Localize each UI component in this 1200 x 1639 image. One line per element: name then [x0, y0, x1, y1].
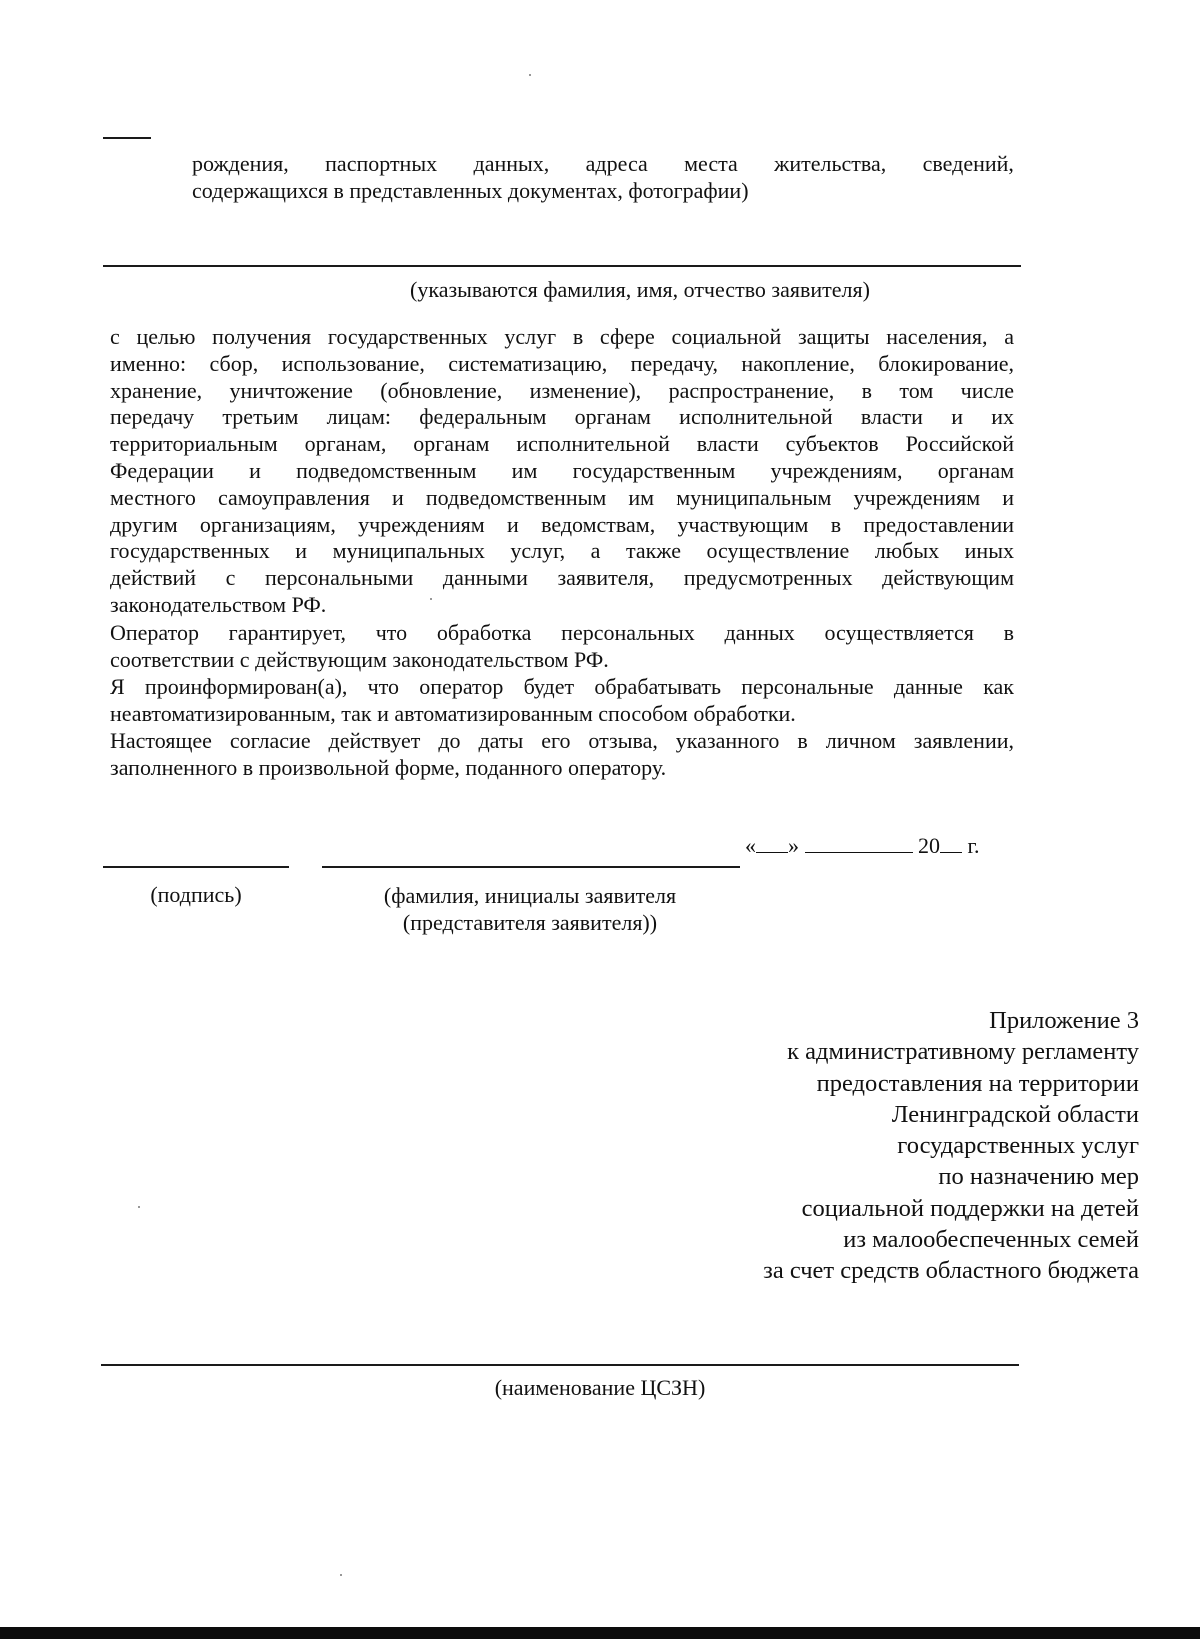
word: данных, [473, 151, 550, 176]
day-blank [756, 834, 788, 853]
validity-line-2: заполненного в произвольной форме, поданного оператору. [110, 755, 667, 780]
scan-speck [340, 1574, 342, 1576]
word: места [684, 151, 738, 176]
consent-line: хранение, уничтожение (обновление, изменение), распространение, в том числе [110, 377, 1014, 403]
year-suffix: г. [967, 833, 980, 858]
appendix-line: государственных услуг [897, 1132, 1139, 1160]
applicant-name-rule [103, 265, 1021, 267]
agency-caption: (наименование ЦСЗН) [494, 1375, 706, 1400]
operator-line-2: соответствии с действующим законодательством РФ. [110, 647, 609, 672]
consent-line: именно: сбор, использование, систематизацию, передачу, накопление, блокирование, [110, 350, 1014, 376]
word: адреса [585, 151, 648, 176]
top-block-line-2: содержащихся в представленных документах, фотографии) [192, 178, 749, 203]
appendix-line: Ленинградской области [891, 1100, 1139, 1128]
consent-line: местного самоуправления и подведомственным им муниципальным учреждениям и [110, 484, 1014, 510]
informed-line-1: Я проинформирован(а), что оператор будет обрабатывать персональные данные как [110, 674, 1014, 699]
consent-line: с целью получения государственных услуг в сфере социальной защиты населения, а [110, 324, 1014, 349]
scan-speck [529, 74, 531, 76]
appendix-line: к административному регламенту [787, 1038, 1139, 1066]
word: рождения, [192, 151, 289, 176]
consent-line: Федерации и подведомственным им государственным учреждениям, органам [110, 458, 1014, 483]
consent-line: государственных и муниципальных услуг, а также осуществление любых иных [110, 538, 1014, 564]
signature-caption: (подпись) [150, 882, 242, 907]
name-rule [322, 866, 740, 868]
consent-line: другим организациям, учреждениям и ведомствам, участвующим в предоставлении [110, 511, 1014, 537]
consent-line-last: законодательством РФ. [110, 592, 327, 617]
year-blank [940, 834, 962, 853]
month-blank [805, 834, 913, 853]
appendix-line: предоставления на территории [816, 1069, 1139, 1097]
consent-line: передачу третьим лицам: федеральным органам исполнительной власти и их [110, 404, 1014, 430]
top-short-rule [103, 137, 151, 139]
word: сведений, [922, 151, 1014, 176]
consent-line: территориальным органам, органам исполнительной власти субъектов Российской [110, 431, 1014, 457]
appendix-line: из малообеспеченных семей [843, 1226, 1139, 1254]
word: паспортных [325, 151, 438, 176]
signature-rule [103, 866, 289, 868]
scan-bottom-edge [0, 1627, 1200, 1639]
name-caption-line-2: (представителя заявителя)) [402, 910, 658, 935]
appendix-line: социальной поддержки на детей [801, 1194, 1139, 1222]
operator-line-1: Оператор гарантирует, что обработка персональных данных осуществляется в [110, 620, 1014, 645]
informed-line-2: неавтоматизированным, так и автоматизированным способом обработки. [110, 701, 796, 726]
applicant-caption: (указываются фамилия, имя, отчество заявителя) [410, 277, 870, 302]
validity-line-1: Настоящее согласие действует до даты его отзыва, указанного в личном заявлении, [110, 728, 1014, 753]
appendix-block [619, 1005, 1139, 1287]
agency-name-rule [101, 1364, 1019, 1366]
date-open-quote: « [745, 833, 756, 858]
name-caption-line-1: (фамилия, инициалы заявителя [383, 883, 677, 908]
scan-speck [138, 1206, 140, 1208]
top-block-line-1 [192, 151, 1014, 178]
appendix-line: за счет средств областного бюджета [763, 1257, 1139, 1285]
year-prefix: 20 [918, 833, 940, 858]
date-line [745, 833, 1005, 860]
date-close-quote: » [788, 833, 799, 858]
consent-line: действий с персональными данными заявителя, предусмотренных действующим [110, 565, 1014, 591]
appendix-line: Приложение 3 [989, 1007, 1139, 1034]
appendix-line: по назначению мер [938, 1163, 1139, 1191]
word: жительства, [774, 151, 887, 176]
